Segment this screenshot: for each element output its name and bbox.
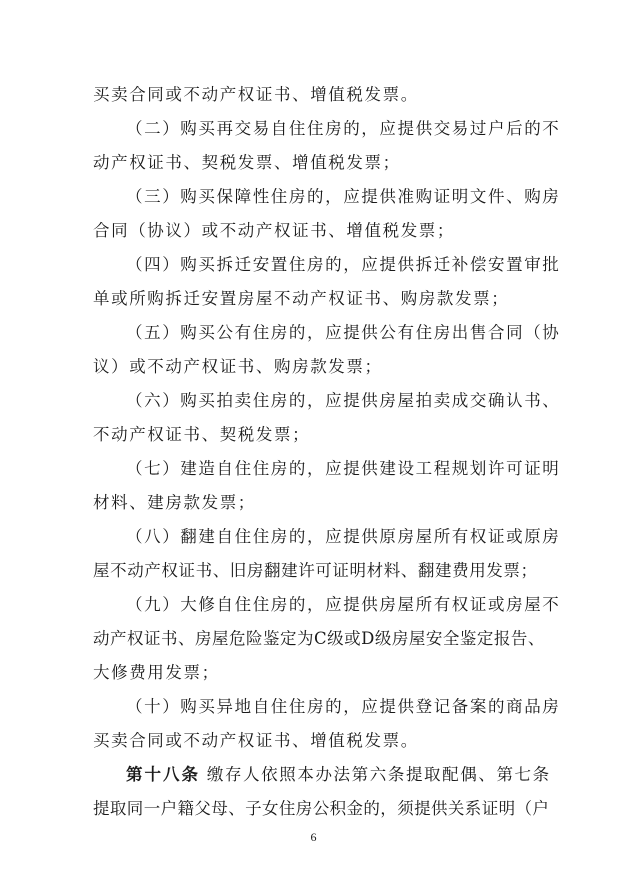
text-line: （八）翻建自住住房的，应提供原房屋所有权证或原房	[126, 527, 561, 546]
text-line: 动产权证书、契税发票、增值税发票；	[93, 153, 401, 172]
text-line: （九）大修自住住房的，应提供房屋所有权证或房屋不	[126, 595, 561, 614]
text-line: 材料、建房款发票；	[93, 493, 256, 512]
text-line: 屋不动产权证书、旧房翻建许可证明材料、翻建费用发票；	[93, 561, 538, 580]
text-line: （二）购买再交易自住住房的，应提供交易过户后的不	[126, 119, 561, 138]
text-line: （七）建造自住住房的，应提供建设工程规划许可证明	[126, 459, 561, 478]
article-text: 缴存人依照本办法第六条提取配偶、第七条	[206, 765, 551, 784]
text-line: 不动产权证书、契税发票；	[93, 425, 311, 444]
text-line: 动产权证书、房屋危险鉴定为C级或D级房屋安全鉴定报告、	[93, 629, 545, 648]
text-line: （三）购买保障性住房的，应提供准购证明文件、购房	[126, 187, 561, 206]
text-line: 单或所购拆迁安置房屋不动产权证书、购房款发票；	[93, 289, 510, 308]
text-line: 合同（协议）或不动产权证书、增值税发票；	[93, 221, 455, 240]
text-line: （五）购买公有住房的，应提供公有住房出售合同（协	[126, 323, 561, 342]
text-line: 买卖合同或不动产权证书、增值税发票。	[93, 731, 419, 750]
text-line: （十）购买异地自住住房的，应提供登记备案的商品房	[126, 697, 561, 716]
page-number: 6	[310, 830, 317, 844]
text-line: 提取同一户籍父母、子女住房公积金的，须提供关系证明（户	[93, 799, 550, 818]
text-line: （四）购买拆迁安置住房的，应提供拆迁补偿安置审批	[126, 255, 561, 274]
text-line: （六）购买拍卖住房的，应提供房屋拍卖成交确认书、	[126, 391, 561, 410]
text-line: 大修费用发票；	[93, 663, 220, 682]
text-line: 议）或不动产权证书、购房款发票；	[93, 357, 383, 376]
article-18-line	[126, 765, 551, 784]
text-line: 买卖合同或不动产权证书、增值税发票。	[93, 85, 419, 104]
article-heading: 第十八条	[126, 765, 200, 784]
